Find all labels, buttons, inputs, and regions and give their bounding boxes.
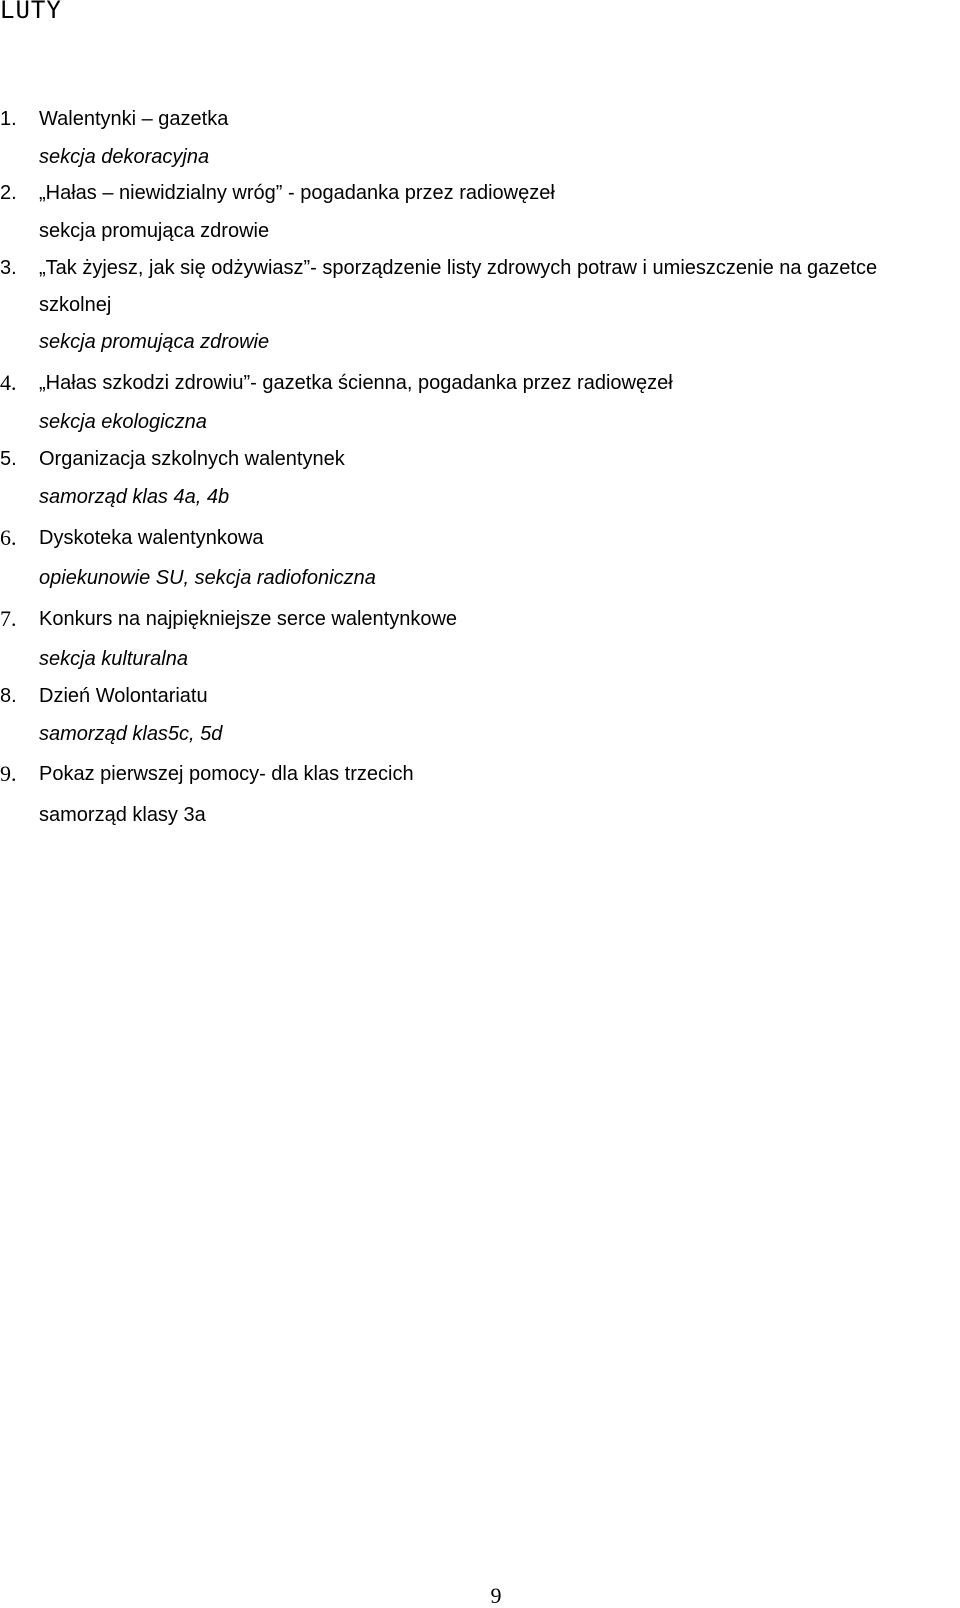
month-heading: LUTY bbox=[0, 0, 62, 24]
item-responsible: sekcja dekoracyjna bbox=[39, 146, 210, 168]
item-responsible: sekcja kulturalna bbox=[39, 648, 188, 670]
item-number: 3. bbox=[0, 257, 17, 279]
item-responsible: sekcja promująca zdrowie bbox=[39, 220, 270, 242]
item-title: „Hałas – niewidzialny wróg” - pogadanka przez radiowęzeł bbox=[39, 182, 555, 204]
item-title: Pokaz pierwszej pomocy- dla klas trzecich bbox=[39, 763, 414, 785]
item-number: 2. bbox=[0, 182, 17, 204]
item-number: 9. bbox=[0, 761, 17, 786]
item-responsible: samorząd klas 4a, 4b bbox=[39, 486, 230, 508]
item-number: 5. bbox=[0, 448, 17, 470]
item-title: Walentynki – gazetka bbox=[39, 108, 229, 130]
item-title: Dzień Wolontariatu bbox=[39, 685, 208, 707]
item-number: 8. bbox=[0, 685, 17, 707]
item-responsible: sekcja promująca zdrowie bbox=[39, 331, 270, 353]
item-title: „Tak żyjesz, jak się odżywiasz”- sporządzenie listy zdrowych potraw i umieszczenie na gazetce bbox=[39, 257, 878, 279]
item-title: Konkurs na najpiękniejsze serce walentynkowe bbox=[39, 608, 458, 630]
item-number: 4. bbox=[0, 370, 17, 395]
item-number: 6. bbox=[0, 525, 17, 550]
item-title: Organizacja szkolnych walentynek bbox=[39, 448, 345, 470]
item-number: 1. bbox=[0, 108, 17, 130]
item-title-cont: szkolnej bbox=[39, 294, 112, 316]
item-number: 7. bbox=[0, 606, 17, 631]
item-title: „Hałas szkodzi zdrowiu”- gazetka ścienna, pogadanka przez radiowęzeł bbox=[39, 372, 673, 394]
item-responsible: opiekunowie SU, sekcja radiofoniczna bbox=[39, 567, 376, 589]
page-number: 9 bbox=[490, 1583, 502, 1608]
item-responsible: samorząd klasy 3a bbox=[39, 804, 206, 826]
item-responsible: sekcja ekologiczna bbox=[39, 411, 207, 433]
item-responsible: samorząd klas5c, 5d bbox=[39, 723, 223, 745]
item-title: Dyskoteka walentynkowa bbox=[39, 527, 264, 549]
